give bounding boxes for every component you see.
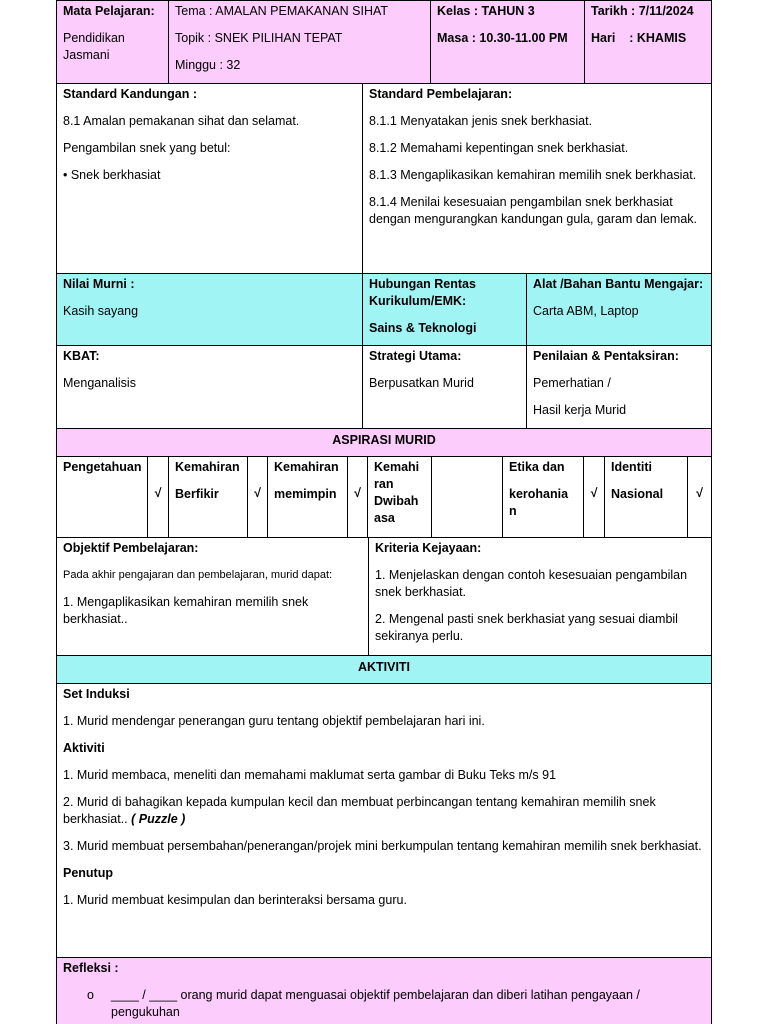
strategi-label: Strategi Utama: xyxy=(369,349,462,363)
aspirasi-label: kerohania xyxy=(509,487,569,501)
standard-pembelajaran-cell xyxy=(362,83,712,274)
standard-pembelajaran-label: Standard Pembelajaran: xyxy=(369,87,513,101)
emk-cell xyxy=(362,273,527,346)
aspirasi-label: Kemahiran xyxy=(175,460,240,474)
penilaian-cell xyxy=(526,345,712,429)
aspirasi-label: Etika dan xyxy=(509,460,565,474)
check-icon: √ xyxy=(347,456,368,538)
check-icon: √ xyxy=(687,456,712,538)
class-cell xyxy=(430,0,585,84)
content-item: Pengambilan snek yang betul: xyxy=(63,141,231,155)
class-text: Kelas : TAHUN 3 xyxy=(437,4,535,18)
aspirasi-label: n xyxy=(509,504,517,518)
kriteria-item: 2. Mengenal pasti snek berkhasiat yang sesuai diambil sekiranya perlu. xyxy=(375,612,678,643)
aspirasi-label: Nasional xyxy=(611,487,664,501)
puzzle-tag: ( Puzzle ) xyxy=(131,812,186,826)
date-text: Tarikh : 7/11/2024 xyxy=(591,4,694,18)
bullet-icon: o xyxy=(87,988,94,1002)
aktiviti-step: 1. Murid membaca, meneliti dan memahami maklumat serta gambar di Buku Teks m/s 91 xyxy=(63,768,557,782)
nilai-murni-cell xyxy=(56,273,363,346)
aspirasi-label: Identiti xyxy=(611,460,652,474)
refleksi-line xyxy=(63,987,705,1021)
aspirasi-dwibahasa xyxy=(367,456,432,538)
aspirasi-identiti xyxy=(604,456,688,538)
aktiviti-label: Aktiviti xyxy=(63,741,105,755)
refleksi-cell xyxy=(56,957,712,1024)
aspirasi-label: ran xyxy=(374,477,394,491)
aspirasi-label: Dwibah xyxy=(374,494,419,508)
alat-bahan-cell xyxy=(526,273,712,346)
learning-item: 8.1.1 Menyatakan jenis snek berkhasiat. xyxy=(369,114,593,128)
kriteria-label: Kriteria Kejayaan: xyxy=(375,541,482,555)
date-cell xyxy=(584,0,712,84)
aspirasi-label: Kemahi xyxy=(374,460,420,474)
strategi-value: Berpusatkan Murid xyxy=(369,376,474,390)
refleksi-text: ____ / ____ orang murid dapat menguasai objektif pembelajaran dan diberi latihan pengayaan / pengukuhan xyxy=(111,988,640,1019)
day-label: Hari xyxy=(591,31,616,45)
penilaian-label: Penilaian & Pentaksiran: xyxy=(533,349,679,363)
content-item: 8.1 Amalan pemakanan sihat dan selamat. xyxy=(63,114,300,128)
check-icon: √ xyxy=(147,456,169,538)
aspirasi-label: memimpin xyxy=(274,487,337,501)
aktiviti-step: 3. Murid membuat persembahan/penerangan/projek mini berkumpulan tentang kemahiran memilih snek berkhasiat. xyxy=(63,839,702,853)
aspirasi-empty-tick xyxy=(431,456,503,538)
check-icon: √ xyxy=(247,456,268,538)
alat-label: Alat /Bahan Bantu Mengajar: xyxy=(533,277,704,291)
learning-item: 8.1.3 Mengaplikasikan kemahiran memilih snek berkhasiat. xyxy=(369,168,697,182)
aktiviti-step-text: 2. Murid di bahagikan kepada kumpulan kecil dan membuat perbincangan tentang kemahiran memilih snek berkhasiat.. xyxy=(63,795,656,826)
topic-text: Topik : SNEK PILIHAN TEPAT xyxy=(175,31,343,45)
set-induksi-label: Set Induksi xyxy=(63,687,130,701)
aspirasi-pengetahuan xyxy=(56,456,148,538)
aspirasi-label: Kemahiran xyxy=(274,460,339,474)
learning-item: 8.1.2 Memahami kepentingan snek berkhasiat. xyxy=(369,141,629,155)
check-icon: √ xyxy=(583,456,605,538)
day-text xyxy=(591,30,705,47)
objektif-item: 1. Mengaplikasikan kemahiran memilih snek berkhasiat.. xyxy=(63,595,309,626)
nilai-value: Kasih sayang xyxy=(63,304,139,318)
aspirasi-etika xyxy=(502,456,584,538)
alat-value: Carta ABM, Laptop xyxy=(533,304,639,318)
week-text: Minggu : 32 xyxy=(175,58,241,72)
aspirasi-label: Pengetahuan xyxy=(63,460,142,474)
subject-cell xyxy=(56,0,169,84)
standard-kandungan-label: Standard Kandungan : xyxy=(63,87,198,101)
content-item: • Snek berkhasiat xyxy=(63,168,161,182)
aspirasi-kemahiran-berfikir xyxy=(168,456,248,538)
theme-cell xyxy=(168,0,431,84)
kriteria-cell xyxy=(368,537,712,656)
subject-value: Pendidikan Jasmani xyxy=(63,31,125,62)
objektif-cell xyxy=(56,537,369,656)
objektif-label: Objektif Pembelajaran: xyxy=(63,541,199,555)
aktiviti-step xyxy=(63,794,705,828)
aktiviti-body xyxy=(56,683,712,958)
objektif-intro: Pada akhir pengajaran dan pembelajaran, murid dapat: xyxy=(63,569,333,581)
aspirasi-title: ASPIRASI MURID xyxy=(56,428,712,457)
nilai-label: Nilai Murni : xyxy=(63,277,135,291)
emk-label: Hubungan Rentas Kurikulum/EMK: xyxy=(369,277,476,308)
emk-value: Sains & Teknologi xyxy=(369,321,477,335)
kbat-cell xyxy=(56,345,363,429)
set-induksi-item: 1. Murid mendengar penerangan guru tentang objektif pembelajaran hari ini. xyxy=(63,714,485,728)
aktiviti-title: AKTIVITI xyxy=(56,655,712,684)
lesson-plan-sheet xyxy=(56,0,712,1024)
refleksi-label: Refleksi : xyxy=(63,961,119,975)
day-value: : KHAMIS xyxy=(629,31,687,45)
theme-text: Tema : AMALAN PEMAKANAN SIHAT xyxy=(175,4,389,18)
aspirasi-kemahiran-memimpin xyxy=(267,456,348,538)
strategi-cell xyxy=(362,345,527,429)
kbat-label: KBAT: xyxy=(63,349,100,363)
penilaian-value: Pemerhatian / xyxy=(533,376,611,390)
subject-label: Mata Pelajaran: xyxy=(63,4,155,18)
penutup-label: Penutup xyxy=(63,866,113,880)
aspirasi-label: Berfikir xyxy=(175,487,219,501)
kbat-value: Menganalisis xyxy=(63,376,136,390)
time-text: Masa : 10.30-11.00 PM xyxy=(437,31,568,45)
penilaian-value: Hasil kerja Murid xyxy=(533,403,627,417)
standard-kandungan-cell xyxy=(56,83,363,274)
learning-item: 8.1.4 Menilai kesesuaian pengambilan snek berkhasiat dengan mengurangkan kandungan gula, garam dan lemak. xyxy=(369,195,698,226)
aspirasi-label: asa xyxy=(374,511,395,525)
kriteria-item: 1. Menjelaskan dengan contoh kesesuaian pengambilan snek berkhasiat. xyxy=(375,568,688,599)
penutup-item: 1. Murid membuat kesimpulan dan berinteraksi bersama guru. xyxy=(63,893,407,907)
